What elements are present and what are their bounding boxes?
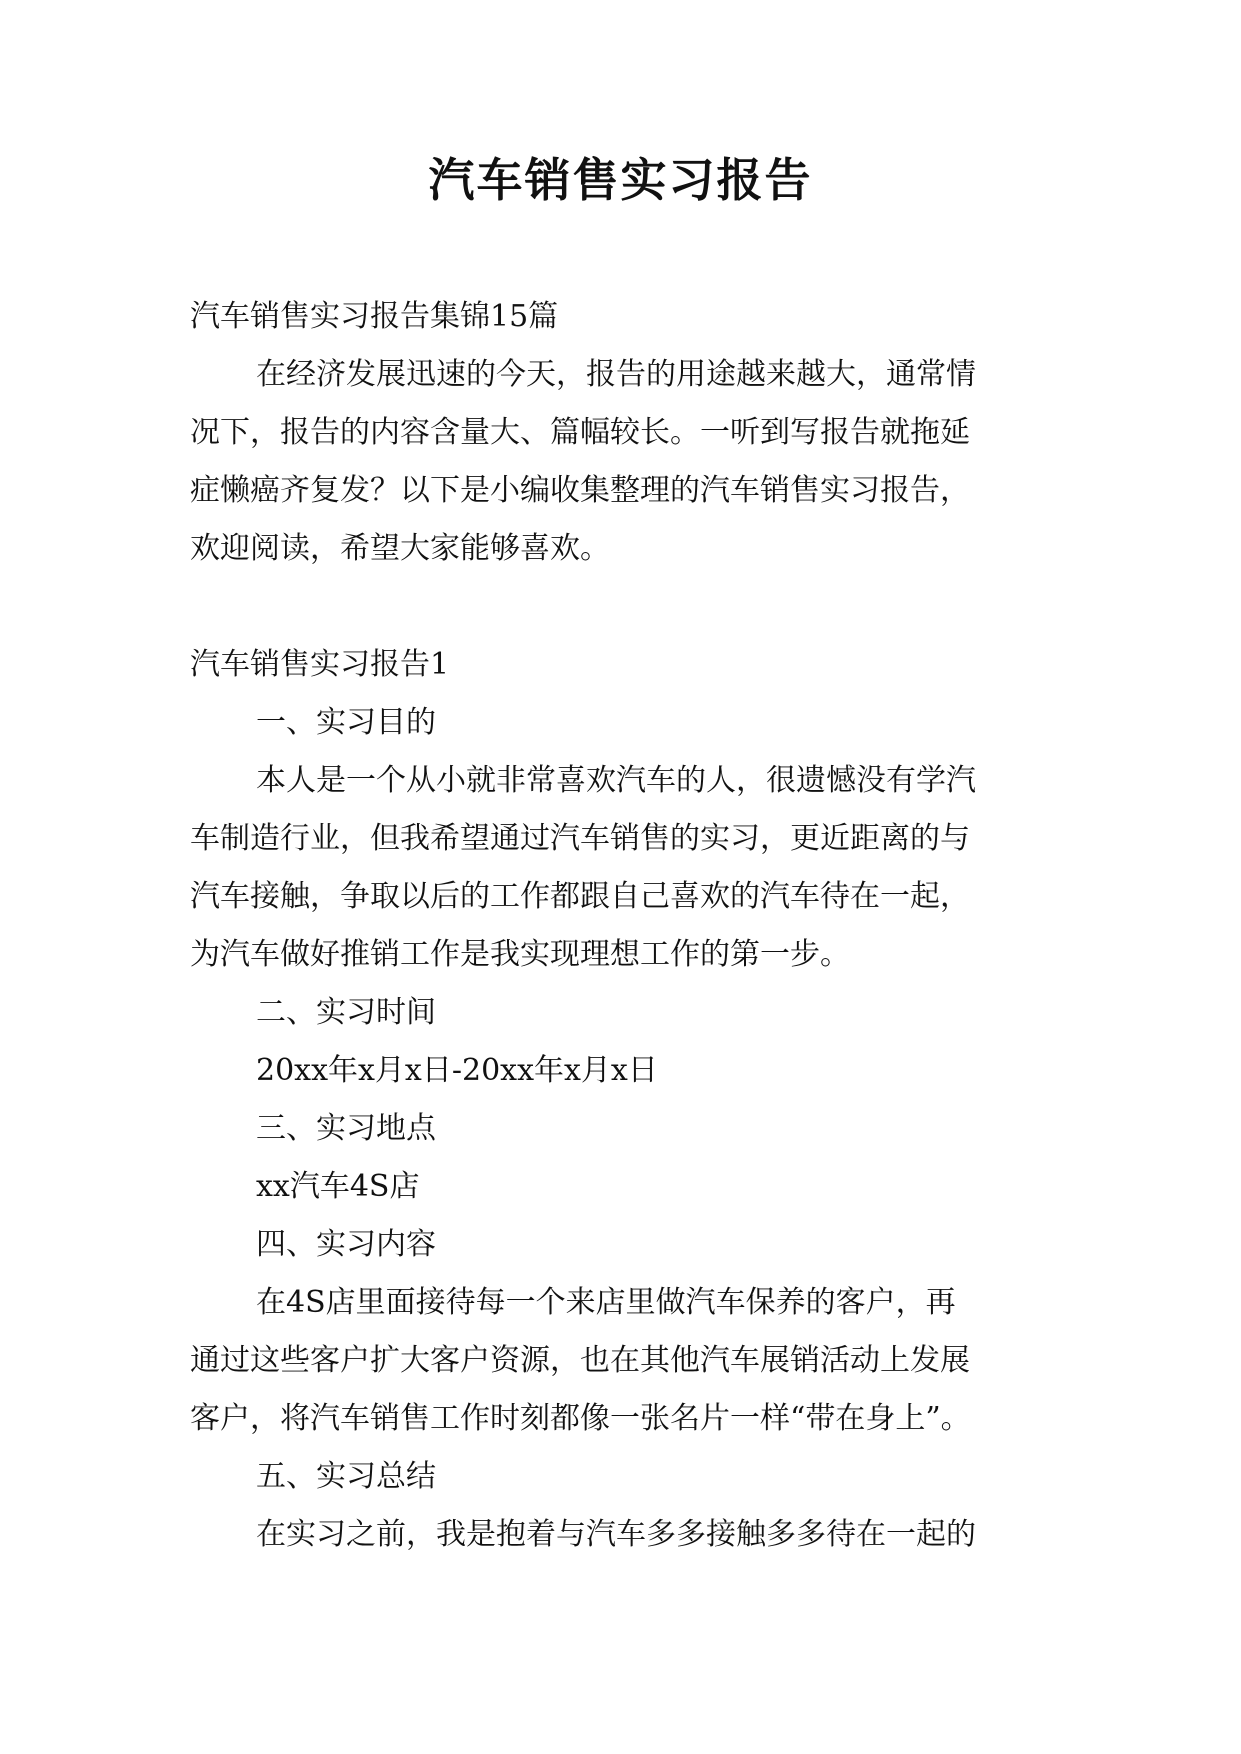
section-1-line-3: 汽车接触，争取以后的工作都跟自己喜欢的汽车待在一起， [190, 879, 970, 914]
section-5-line-1: 在实习之前，我是抱着与汽车多多接触多多待在一起的 [256, 1517, 976, 1552]
section-1-line-2: 车制造行业，但我希望通过汽车销售的实习，更近距离的与 [190, 821, 970, 856]
section-1-heading: 一、实习目的 [256, 705, 436, 740]
intro-line-2: 况下，报告的内容含量大、篇幅较长。一听到写报告就拖延 [190, 415, 970, 450]
paragraph-gap [190, 578, 1070, 636]
section-3-text: xx汽车4S店 [256, 1169, 420, 1204]
document-title: 汽车销售实习报告 [428, 153, 813, 207]
intro-line-3: 症懒癌齐复发？以下是小编收集整理的汽车销售实习报告， [190, 473, 970, 508]
section-4-line-2: 通过这些客户扩大客户资源，也在其他汽车展销活动上发展 [190, 1343, 970, 1378]
section-2-heading: 二、实习时间 [256, 995, 436, 1030]
section-5-heading: 五、实习总结 [256, 1459, 436, 1494]
section-4-line-1: 在4S店里面接待每一个来店里做汽车保养的客户，再 [256, 1285, 956, 1320]
section-2-text: 20xx年x月x日-20xx年x月x日 [256, 1053, 658, 1088]
document-body [190, 288, 1070, 1564]
section-title: 汽车销售实习报告1 [190, 647, 450, 682]
section-3-heading: 三、实习地点 [256, 1111, 436, 1146]
section-4-line-3: 客户，将汽车销售工作时刻都像一张名片一样“带在身上”。 [190, 1401, 971, 1436]
section-1-line-4: 为汽车做好推销工作是我实现理想工作的第一步。 [190, 937, 850, 972]
section-1-line-1: 本人是一个从小就非常喜欢汽车的人，很遗憾没有学汽 [256, 763, 976, 798]
intro-line-1: 在经济发展迅速的今天，报告的用途越来越大，通常情 [256, 357, 976, 392]
intro-line-4: 欢迎阅读，希望大家能够喜欢。 [190, 531, 610, 566]
document-subtitle: 汽车销售实习报告集锦15篇 [190, 299, 559, 334]
section-4-heading: 四、实习内容 [256, 1227, 436, 1262]
